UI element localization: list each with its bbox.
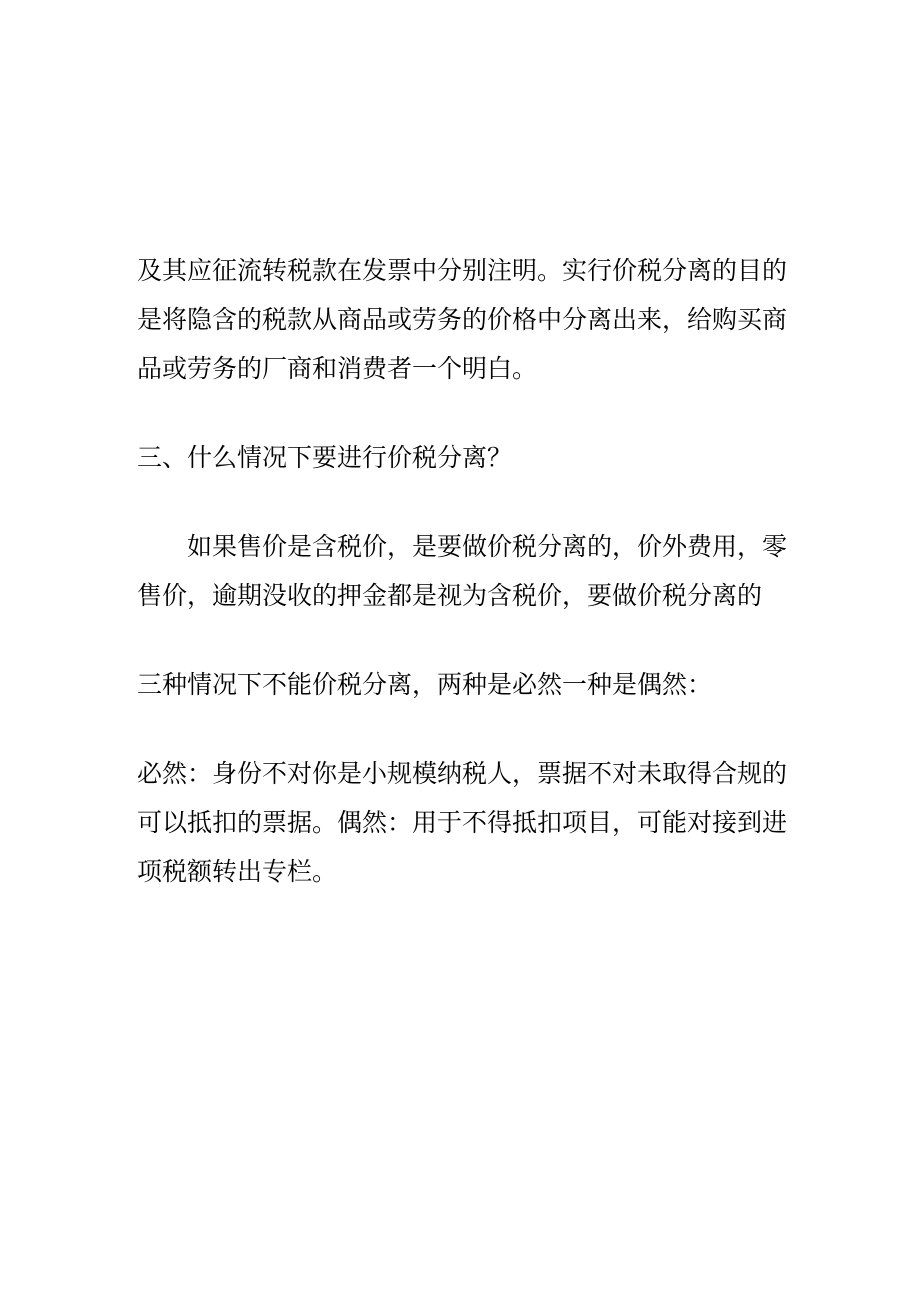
paragraph-cannot-separate <box>137 660 797 709</box>
paragraph-price-tax-separation-purpose <box>137 246 797 393</box>
section-heading-3 <box>137 433 797 482</box>
heading-text: 三、什么情况下要进行价税分离？ <box>137 443 513 472</box>
text-line: 必然：身份不对你是小规模纳税人，票据不对未取得合规的 <box>137 759 788 788</box>
text-line: 如果售价是含税价，是要做价税分离的，价外费用，零 <box>137 532 788 561</box>
text-line: 可以抵扣的票据。偶然：用于不得抵扣项目，可能对接到进 <box>137 808 788 837</box>
text-line: 是将隐含的税款从商品或劳务的价格中分离出来，给购买商 <box>137 305 788 334</box>
text-line: 售价，逾期没收的押金都是视为含税价，要做价税分离的 <box>137 581 763 610</box>
text-line: 及其应征流转税款在发票中分别注明。实行价税分离的目的 <box>137 256 788 285</box>
paragraph-inevitable-accidental <box>137 749 797 896</box>
text-line: 品或劳务的厂商和消费者一个明白。 <box>137 354 538 383</box>
paragraph-when-to-separate <box>137 522 797 620</box>
text-line: 三种情况下不能价税分离，两种是必然一种是偶然： <box>137 670 713 699</box>
document-body <box>137 246 797 896</box>
text-line: 项税额转出专栏。 <box>137 857 338 886</box>
